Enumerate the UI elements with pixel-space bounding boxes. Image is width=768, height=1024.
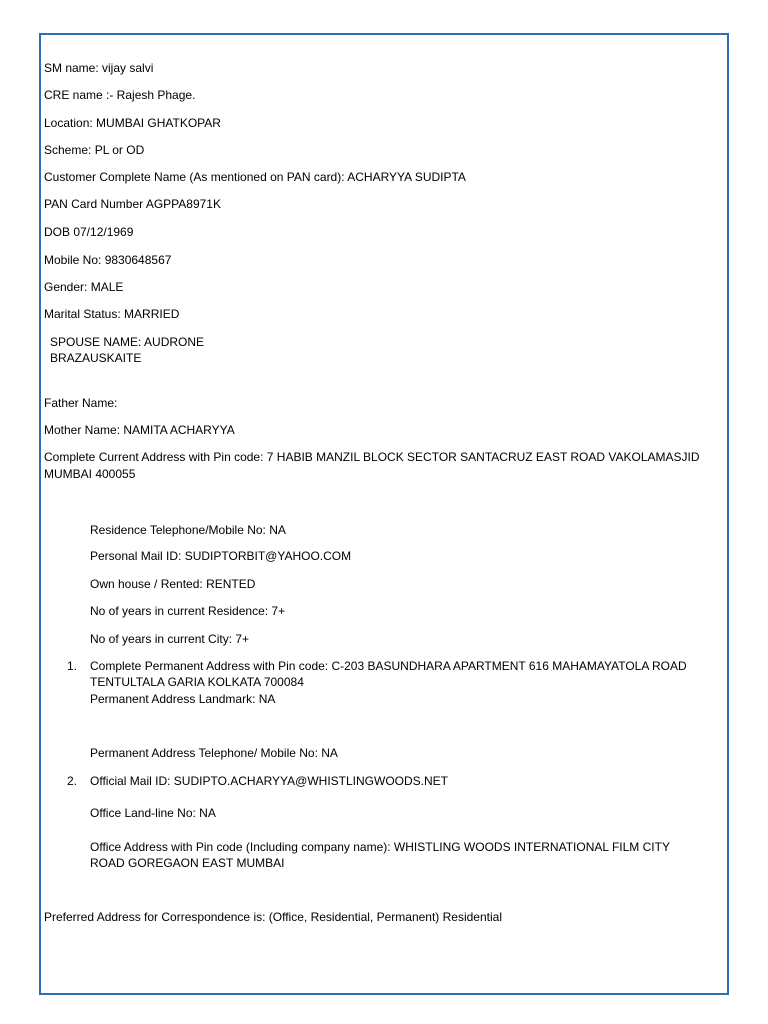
official-mail: Official Mail ID: SUDIPTO.ACHARYYA@WHISTLINGWOODS.NET xyxy=(90,774,449,788)
scheme: Scheme: PL or OD xyxy=(44,143,145,157)
customer-name: Customer Complete Name (As mentioned on PAN card): ACHARYYA SUDIPTA xyxy=(44,170,466,184)
years-residence: No of years in current Residence: 7+ xyxy=(90,604,286,618)
pan-number: PAN Card Number AGPPA8971K xyxy=(44,197,221,211)
dob: DOB 07/12/1969 xyxy=(44,225,134,239)
current-address-cont: MUMBAI 400055 xyxy=(44,467,136,481)
current-address: Complete Current Address with Pin code: 7 HABIB MANZIL BLOCK SECTOR SANTACRUZ EAST ROAD VAKOLAMASJID xyxy=(44,450,700,464)
permanent-phone: Permanent Address Telephone/ Mobile No: NA xyxy=(90,746,338,760)
years-city: No of years in current City: 7+ xyxy=(90,632,250,646)
residence-phone: Residence Telephone/Mobile No: NA xyxy=(90,523,286,537)
office-address-cont: ROAD GOREGAON EAST MUMBAI xyxy=(90,856,285,870)
permanent-landmark: Permanent Address Landmark: NA xyxy=(90,692,276,706)
cre-name: CRE name :- Rajesh Phage. xyxy=(44,88,196,102)
list-number-2: 2. xyxy=(67,774,78,788)
preferred-address: Preferred Address for Correspondence is: (Office, Residential, Permanent) Residential xyxy=(44,910,502,924)
own-rented: Own house / Rented: RENTED xyxy=(90,577,256,591)
spouse-name: SPOUSE NAME: AUDRONE xyxy=(50,335,205,349)
mobile-number: Mobile No: 9830648567 xyxy=(44,253,172,267)
sm-name: SM name: vijay salvi xyxy=(44,61,154,75)
location: Location: MUMBAI GHATKOPAR xyxy=(44,116,221,130)
gender: Gender: MALE xyxy=(44,280,124,294)
office-address: Office Address with Pin code (Including company name): WHISTLING WOODS INTERNATIONAL FILM CITY xyxy=(90,840,670,854)
personal-mail: Personal Mail ID: SUDIPTORBIT@YAHOO.COM xyxy=(90,549,352,563)
father-name: Father Name: xyxy=(44,396,118,410)
office-landline: Office Land-line No: NA xyxy=(90,806,216,820)
permanent-address-cont: TENTULTALA GARIA KOLKATA 700084 xyxy=(90,675,304,689)
spouse-name-cont: BRAZAUSKAITE xyxy=(50,351,142,365)
permanent-address: Complete Permanent Address with Pin code: C-203 BASUNDHARA APARTMENT 616 MAHAMAYATOLA ROAD xyxy=(90,659,687,673)
mother-name: Mother Name: NAMITA ACHARYYA xyxy=(44,423,235,437)
list-number-1: 1. xyxy=(67,659,78,673)
marital-status: Marital Status: MARRIED xyxy=(44,307,180,321)
